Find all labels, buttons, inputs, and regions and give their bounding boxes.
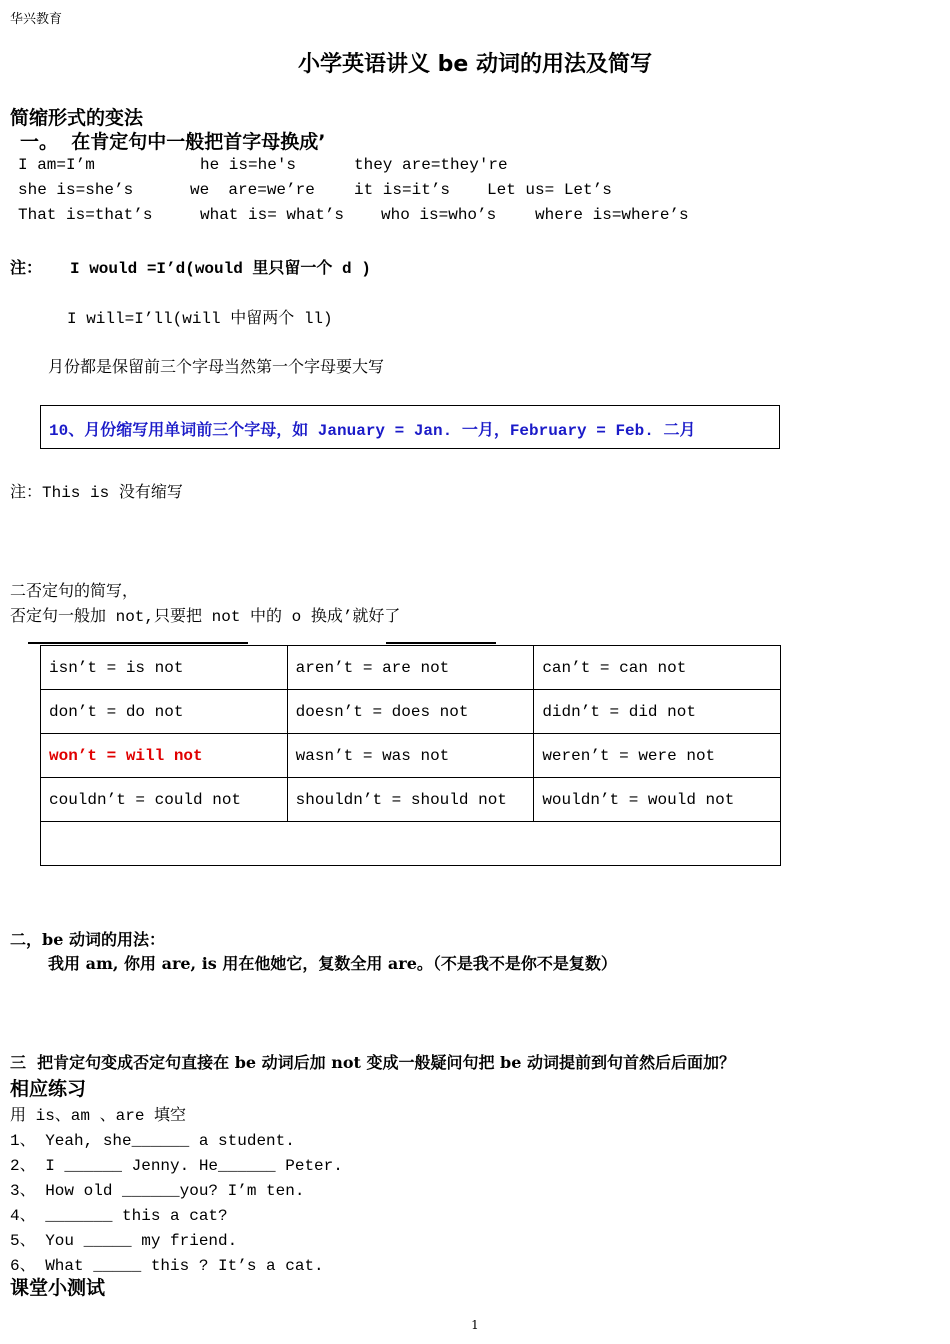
contraction-item: That is=that’s bbox=[18, 206, 153, 224]
table-cell: doesn’t = does not bbox=[287, 690, 534, 734]
usage-rule: 我用 am, 你用 are, is 用在他她它，复数全用 are。（不是我不是你不是复数） bbox=[48, 954, 617, 973]
quiz-heading: 课堂小测试 bbox=[10, 1277, 106, 1299]
section-heading-contraction: 简缩形式的变法 bbox=[10, 107, 144, 129]
section-subheading-affirmative: 一。 在肯定句中一般把首字母换成’ bbox=[20, 131, 326, 153]
table-row bbox=[41, 778, 781, 822]
exercise-item: 3、 How old ______you? I’m ten. bbox=[10, 1182, 305, 1200]
note-will: I will=I’ll(will 中留两个 ll) bbox=[67, 310, 333, 328]
header-org: 华兴教育 bbox=[10, 12, 63, 27]
contraction-item: we are=we’re bbox=[190, 181, 315, 199]
practice-instruction: 用 is、am 、are 填空 bbox=[10, 1107, 187, 1125]
section-three-text: 三 把肯定句变成否定句直接在 be 动词后加 not 变成一般疑问句把 be 动词提前到句首然后后面加？ bbox=[10, 1053, 735, 1072]
negative-description: 否定句一般加 not,只要把 not 中的 o 换成’就好了 bbox=[10, 608, 401, 626]
decorative-line bbox=[386, 642, 496, 644]
note-this-is: 注：This is 没有缩写 bbox=[10, 484, 183, 502]
table-row bbox=[41, 690, 781, 734]
table-row bbox=[41, 734, 781, 778]
exercise-item: 1、 Yeah, she______ a student. bbox=[10, 1132, 295, 1150]
contraction-item: it is=it’s bbox=[354, 181, 451, 199]
month-abbreviation-box bbox=[40, 405, 780, 449]
contraction-item: Let us= Let’s bbox=[487, 181, 612, 199]
section-heading-negative: 二否定句的简写， bbox=[10, 583, 139, 601]
section-heading-usage: 二，be 动词的用法： bbox=[10, 930, 165, 949]
practice-heading: 相应练习 bbox=[10, 1078, 87, 1100]
table-cell: wouldn’t = would not bbox=[534, 778, 781, 822]
exercise-item: 4、 _______ this a cat? bbox=[10, 1207, 228, 1225]
exercise-item: 5、 You _____ my friend. bbox=[10, 1232, 238, 1250]
contraction-item: they are=they're bbox=[354, 156, 508, 174]
contraction-item: she is=she’s bbox=[18, 181, 134, 199]
table-cell-highlight: won’t = will not bbox=[41, 734, 288, 778]
note-label: 注： bbox=[10, 260, 43, 278]
negative-contraction-table bbox=[40, 645, 781, 866]
page-number: 1 bbox=[471, 1318, 479, 1332]
table-cell: isn’t = is not bbox=[41, 646, 288, 690]
contraction-item: what is= what’s bbox=[200, 206, 345, 224]
month-abbreviation-text: 10、月份缩写用单词前三个字母，如 January = Jan. 一月，February = Feb. 二月 bbox=[49, 422, 696, 440]
table-cell: didn’t = did not bbox=[534, 690, 781, 734]
table-cell: couldn’t = could not bbox=[41, 778, 288, 822]
table-cell: wasn’t = was not bbox=[287, 734, 534, 778]
table-cell: can’t = can not bbox=[534, 646, 781, 690]
contraction-item: he is=he's bbox=[200, 156, 297, 174]
exercise-item: 2、 I ______ Jenny. He______ Peter. bbox=[10, 1157, 343, 1175]
table-cell: weren’t = were not bbox=[534, 734, 781, 778]
note-months: 月份都是保留前三个字母当然第一个字母要大写 bbox=[48, 359, 385, 377]
table-row bbox=[41, 646, 781, 690]
contraction-item: I am=I’m bbox=[18, 156, 95, 174]
exercise-item: 6、 What _____ this ? It’s a cat. bbox=[10, 1257, 324, 1275]
table-row-empty bbox=[41, 822, 781, 866]
contraction-item: who is=who’s bbox=[381, 206, 497, 224]
table-cell: don’t = do not bbox=[41, 690, 288, 734]
decorative-line bbox=[28, 642, 248, 644]
table-cell-empty bbox=[41, 822, 781, 866]
table-cell: aren’t = are not bbox=[287, 646, 534, 690]
contraction-item: where is=where’s bbox=[535, 206, 689, 224]
table-cell: shouldn’t = should not bbox=[287, 778, 534, 822]
page-title: 小学英语讲义 be 动词的用法及简写 bbox=[298, 52, 652, 77]
note-would: I would =I’d(would 里只留一个 d ) bbox=[70, 260, 371, 278]
